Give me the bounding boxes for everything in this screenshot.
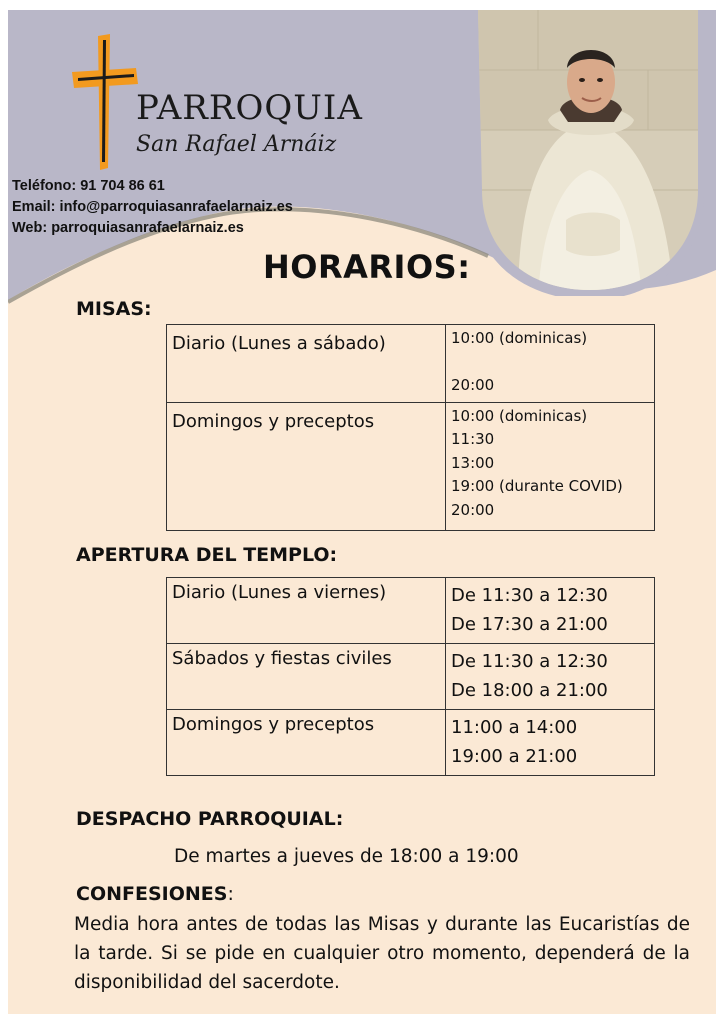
web-text: Web: parroquiasanrafaelarnaiz.es [12, 220, 244, 236]
time-value: 11:00 a 14:00 [451, 717, 578, 738]
time-value: De 11:30 a 12:30 [451, 585, 608, 606]
logo-subtitle: San Rafael Arnáiz [136, 132, 337, 157]
templo-row-times [446, 644, 655, 710]
misas-table [166, 324, 655, 531]
time-value: 10:00 (dominicas) [451, 329, 588, 347]
misas-row-label: Diario (Lunes a sábado) [167, 325, 446, 403]
time-value: De 18:00 a 21:00 [451, 680, 608, 701]
templo-row-label: Diario (Lunes a viernes) [167, 578, 446, 644]
time-value: 20:00 [451, 376, 495, 394]
templo-row-label: Domingos y preceptos [167, 710, 446, 776]
despacho-text: De martes a jueves de 18:00 a 19:00 [174, 846, 519, 867]
time-value: 11:30 [451, 430, 495, 448]
table-row [167, 578, 655, 644]
misas-row-times [446, 325, 655, 403]
cross-logo-icon [70, 32, 140, 172]
table-row [167, 325, 655, 403]
time-value: 20:00 [451, 500, 495, 519]
flyer-page [8, 10, 716, 1014]
table-row [167, 402, 655, 530]
misas-heading: MISAS: [76, 298, 152, 320]
logo-title: PARROQUIA [136, 88, 363, 128]
time-value: 19:00 a 21:00 [451, 746, 578, 767]
templo-table [166, 577, 655, 776]
templo-heading: APERTURA DEL TEMPLO: [76, 544, 338, 566]
time-value: De 17:30 a 21:00 [451, 614, 608, 635]
confesiones-heading: CONFESIONES: [76, 883, 234, 905]
table-row [167, 644, 655, 710]
templo-row-times [446, 578, 655, 644]
time-value: 19:00 (durante COVID) [451, 477, 623, 495]
table-row [167, 710, 655, 776]
email-text: Email: info@parroquiasanrafaelarnaiz.es [12, 199, 293, 215]
confesiones-text: Media hora antes de todas las Misas y durante las Eucaristías de la tarde. Si se pide en cualquier otro momento, dependerá de la disponibilidad del sacerdote. [74, 914, 690, 993]
time-value: 13:00 [451, 453, 495, 472]
templo-row-label: Sábados y fiestas civiles [167, 644, 446, 710]
templo-row-times [446, 710, 655, 776]
time-value: 10:00 (dominicas) [451, 406, 588, 425]
misas-row-label: Domingos y preceptos [167, 402, 446, 530]
saint-portrait [478, 10, 704, 296]
misas-row-times [446, 402, 655, 530]
page-title: HORARIOS: [263, 248, 471, 286]
time-value: De 11:30 a 12:30 [451, 651, 608, 672]
contact-info [12, 176, 293, 239]
despacho-heading: DESPACHO PARROQUIAL: [76, 808, 344, 830]
phone-text: Teléfono: 91 704 86 61 [12, 178, 165, 194]
